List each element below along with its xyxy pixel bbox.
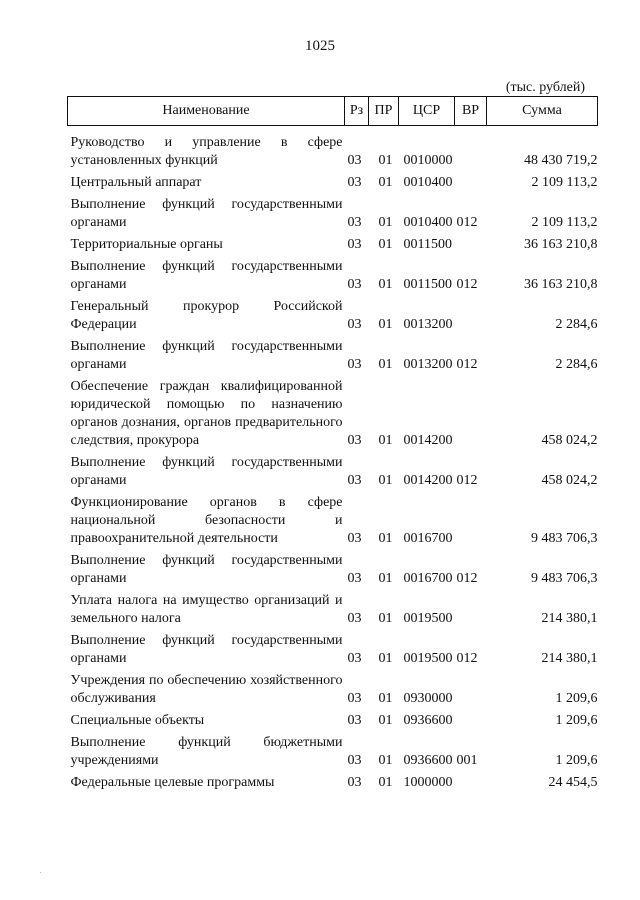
cell-rz: 03: [347, 651, 362, 666]
cell-sum: 9 483 706,3: [531, 571, 598, 586]
cell-rz: 03: [347, 775, 362, 790]
cell-csr: 0936600: [403, 713, 453, 728]
cell-vr: [455, 708, 487, 730]
cell-name: Учреждения по обеспечению хозяйственного обслуживания: [70, 673, 343, 706]
cell-vr: [455, 770, 487, 792]
cell-csr: 0011500: [403, 237, 452, 252]
cell-sum: 458 024,2: [541, 433, 598, 448]
table-header: [68, 97, 598, 126]
cell-csr: 0016700: [403, 571, 453, 586]
cell-rz: 03: [347, 611, 362, 626]
cell-rz: 03: [347, 473, 362, 488]
cell-vr: 012: [456, 277, 478, 292]
cell-name: Выполнение функций государственными органами: [70, 339, 343, 372]
header-sum: Сумма: [487, 97, 598, 126]
cell-rz: 03: [347, 357, 362, 372]
header-pr: ПР: [369, 97, 399, 126]
cell-sum: 1 209,6: [555, 753, 598, 768]
cell-rz: 03: [347, 433, 362, 448]
cell-name: Выполнение функций государственными органами: [70, 633, 343, 666]
cell-pr: 01: [378, 571, 393, 586]
cell-vr: [455, 232, 487, 254]
cell-csr: 0010000: [403, 153, 453, 168]
cell-csr: 0014200: [403, 433, 453, 448]
cell-name: Выполнение функций государственными органами: [70, 197, 343, 230]
cell-name: Выполнение функций государственными органами: [70, 259, 343, 292]
cell-vr: 012: [456, 357, 478, 372]
table-row: [68, 170, 598, 192]
table-row: [68, 490, 598, 548]
cell-name: Выполнение функций государственными органами: [70, 455, 343, 488]
table-row: [68, 232, 598, 254]
cell-pr: 01: [378, 753, 393, 768]
header-csr: ЦСР: [399, 97, 455, 126]
cell-vr: [455, 668, 487, 708]
cell-name: Обеспечение граждан квалифицированной юридической помощью по назначению органов дознания, органов предварительного следствия, прокурора: [70, 379, 343, 448]
cell-rz: 03: [347, 753, 362, 768]
cell-csr: 0019500: [403, 611, 453, 626]
units-label: (тыс. рублей): [505, 80, 585, 95]
cell-sum: 2 284,6: [555, 317, 598, 332]
cell-pr: 01: [378, 277, 393, 292]
cell-csr: 0010400: [403, 215, 453, 230]
cell-pr: 01: [378, 317, 393, 332]
header-rz: Рз: [345, 97, 369, 126]
cell-name: Федеральные целевые программы: [70, 775, 275, 790]
table-row: [68, 192, 598, 232]
cell-vr: 012: [456, 473, 478, 488]
table-row: [68, 126, 598, 171]
table-body: [68, 126, 598, 793]
cell-sum: 48 430 719,2: [524, 153, 598, 168]
cell-pr: 01: [378, 215, 393, 230]
cell-pr: 01: [378, 713, 393, 728]
table-row: [68, 730, 598, 770]
cell-rz: 03: [347, 317, 362, 332]
cell-name: Выполнение функций государственными органами: [70, 553, 343, 586]
cell-pr: 01: [378, 433, 393, 448]
cell-pr: 01: [378, 691, 393, 706]
cell-rz: 03: [347, 277, 362, 292]
cell-vr: 012: [456, 215, 478, 230]
cell-csr: 0019500: [403, 651, 453, 666]
cell-vr: [455, 294, 487, 334]
cell-pr: 01: [378, 473, 393, 488]
cell-pr: 01: [378, 357, 393, 372]
table-row: [68, 770, 598, 792]
cell-rz: 03: [347, 153, 362, 168]
table-row: [68, 374, 598, 450]
cell-csr: 1000000: [403, 775, 453, 790]
cell-csr: 0011500: [403, 277, 452, 292]
table-row: [68, 450, 598, 490]
scan-dot: [40, 872, 41, 873]
cell-name: Функционирование органов в сфере национальной безопасности и правоохранительной деятельности: [70, 495, 343, 546]
cell-rz: 03: [347, 237, 362, 252]
cell-sum: 2 109 113,2: [531, 215, 598, 230]
table-row: [68, 708, 598, 730]
cell-name: Специальные объекты: [70, 713, 205, 728]
cell-name: Территориальные органы: [70, 237, 223, 252]
cell-sum: 458 024,2: [541, 473, 598, 488]
cell-sum: 36 163 210,8: [524, 237, 598, 252]
table-row: [68, 334, 598, 374]
cell-csr: 0016700: [403, 531, 453, 546]
cell-name: Центральный аппарат: [70, 175, 202, 190]
cell-pr: 01: [378, 775, 393, 790]
cell-pr: 01: [378, 237, 393, 252]
page-number: 1025: [305, 38, 335, 54]
budget-table: [67, 96, 598, 792]
table-row: [68, 548, 598, 588]
cell-sum: 1 209,6: [555, 713, 598, 728]
table-row: [68, 668, 598, 708]
cell-pr: 01: [378, 175, 393, 190]
cell-name: Выполнение функций бюджетными учреждениями: [70, 735, 343, 768]
cell-sum: 214 380,1: [541, 651, 598, 666]
cell-rz: 03: [347, 713, 362, 728]
cell-vr: 001: [456, 753, 478, 768]
cell-vr: [455, 126, 487, 171]
cell-rz: 03: [347, 215, 362, 230]
header-name: Наименование: [68, 97, 345, 126]
cell-sum: 214 380,1: [541, 611, 598, 626]
cell-sum: 1 209,6: [555, 691, 598, 706]
cell-csr: 0014200: [403, 473, 453, 488]
cell-rz: 03: [347, 175, 362, 190]
cell-csr: 0010400: [403, 175, 453, 190]
cell-name: Уплата налога на имущество организаций и земельного налога: [70, 593, 343, 626]
cell-rz: 03: [347, 691, 362, 706]
cell-vr: [455, 170, 487, 192]
cell-vr: [455, 490, 487, 548]
cell-sum: 36 163 210,8: [524, 277, 598, 292]
cell-rz: 03: [347, 571, 362, 586]
cell-csr: 0930000: [403, 691, 453, 706]
cell-name: Генеральный прокурор Российской Федерации: [70, 299, 343, 332]
cell-sum: 2 109 113,2: [531, 175, 598, 190]
cell-rz: 03: [347, 531, 362, 546]
table-row: [68, 294, 598, 334]
cell-vr: [455, 588, 487, 628]
cell-sum: 9 483 706,3: [531, 531, 598, 546]
table-row: [68, 588, 598, 628]
table-row: [68, 254, 598, 294]
cell-csr: 0013200: [403, 357, 453, 372]
cell-name: Руководство и управление в сфере установленных функций: [70, 135, 343, 168]
cell-pr: 01: [378, 611, 393, 626]
cell-sum: 2 284,6: [555, 357, 598, 372]
cell-vr: 012: [456, 651, 478, 666]
cell-pr: 01: [378, 153, 393, 168]
cell-pr: 01: [378, 651, 393, 666]
cell-vr: 012: [456, 571, 478, 586]
cell-csr: 0936600: [403, 753, 453, 768]
table-row: [68, 628, 598, 668]
cell-vr: [455, 374, 487, 450]
cell-sum: 24 454,5: [548, 775, 598, 790]
cell-csr: 0013200: [403, 317, 453, 332]
cell-pr: 01: [378, 531, 393, 546]
header-vr: ВР: [455, 97, 487, 126]
